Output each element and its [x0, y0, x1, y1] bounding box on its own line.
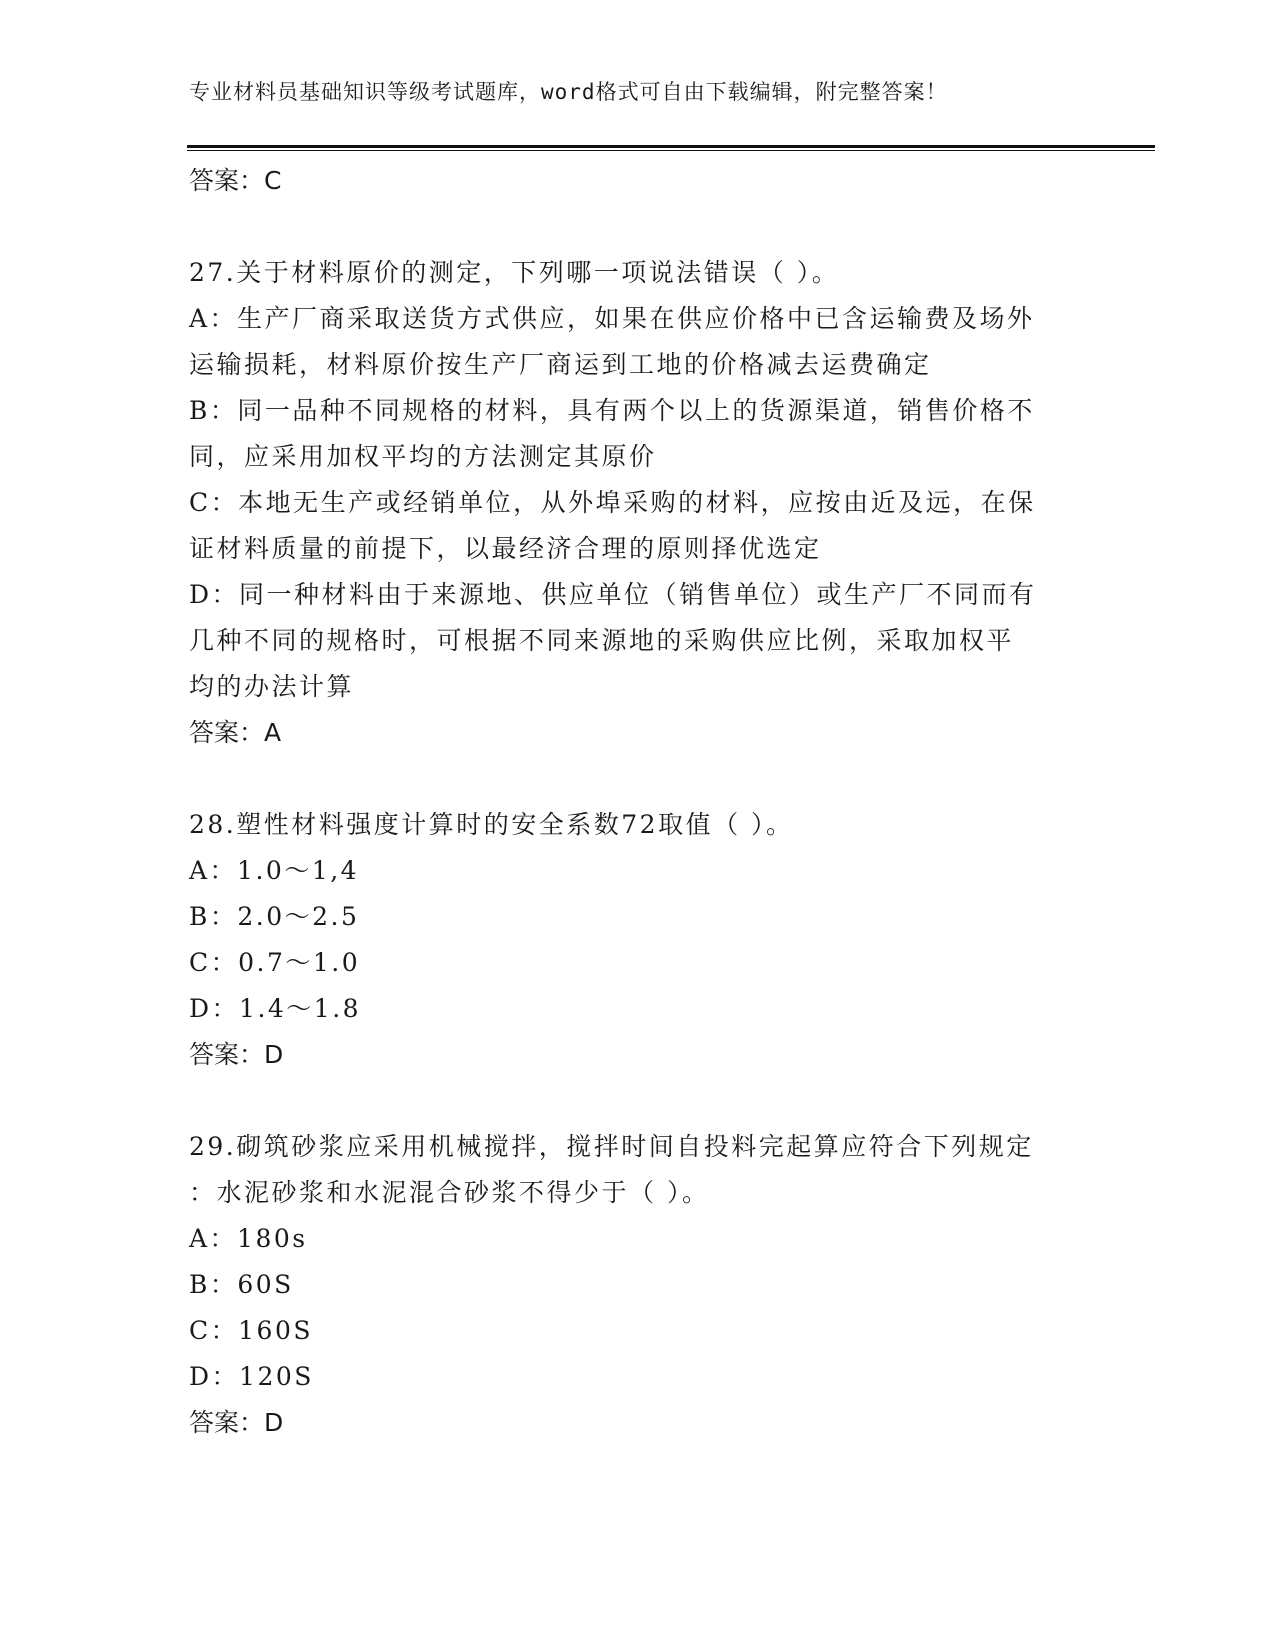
option-c	[189, 940, 1079, 986]
option-b	[189, 894, 1079, 940]
option-line: D：同一种材料由于来源地、供应单位（销售单位）或生产厂不同而有	[189, 580, 1037, 609]
answer: 答案：D	[189, 1040, 284, 1069]
option-line: 运输损耗，材料原价按生产厂商运到工地的价格减去运费确定	[189, 350, 932, 379]
option-b	[189, 388, 1079, 480]
question-27	[189, 250, 1079, 756]
option-line: A：1.0～1,4	[189, 856, 360, 885]
question-28	[189, 802, 1079, 1078]
question-29	[189, 1124, 1079, 1446]
question-stem: 28.塑性材料强度计算时的安全系数72取值（ ）。	[189, 810, 794, 839]
option-line: 证材料质量的前提下，以最经济合理的原则择优选定	[189, 534, 822, 563]
stem-line: ：水泥砂浆和水泥混合砂浆不得少于（ ）。	[189, 1178, 710, 1207]
option-line: 同，应采用加权平均的方法测定其原价	[189, 442, 657, 471]
option-c	[189, 1308, 1079, 1354]
option-line: A：180s	[189, 1224, 308, 1253]
header-rule-thick	[187, 145, 1155, 148]
option-line: D：120S	[189, 1362, 314, 1391]
option-line: 均的办法计算	[189, 672, 355, 701]
answer: 答案：A	[189, 718, 282, 747]
option-line: C：本地无生产或经销单位，从外埠采购的材料，应按由近及远，在保	[189, 488, 1036, 517]
option-d	[189, 1354, 1079, 1400]
option-a	[189, 1216, 1079, 1262]
answer-previous: 答案：C	[189, 166, 282, 195]
option-line: C：160S	[189, 1316, 313, 1345]
option-d	[189, 572, 1079, 710]
option-d	[189, 986, 1079, 1032]
page-header: 专业材料员基础知识等级考试题库，word格式可自由下载编辑，附完整答案！	[189, 80, 948, 104]
option-line: B：2.0～2.5	[189, 902, 360, 931]
stem-line: 29.砌筑砂浆应采用机械搅拌，搅拌时间自投料完起算应符合下列规定	[189, 1132, 1034, 1161]
option-a	[189, 848, 1079, 894]
document-body	[189, 158, 1079, 1446]
question-stem: 27.关于材料原价的测定，下列哪一项说法错误（ ）。	[189, 258, 840, 287]
option-line: B：60S	[189, 1270, 294, 1299]
option-line: D：1.4～1.8	[189, 994, 362, 1023]
option-line: B：同一品种不同规格的材料，具有两个以上的货源渠道，销售价格不	[189, 396, 1035, 425]
option-a	[189, 296, 1079, 388]
option-c	[189, 480, 1079, 572]
question-stem	[189, 1124, 1079, 1216]
header-rule-thin	[187, 150, 1155, 151]
answer: 答案：D	[189, 1408, 284, 1437]
option-line: A：生产厂商采取送货方式供应，如果在供应价格中已含运输费及场外	[189, 304, 1035, 333]
option-line: 几种不同的规格时，可根据不同来源地的采购供应比例，采取加权平	[189, 626, 1015, 655]
option-b	[189, 1262, 1079, 1308]
option-line: C：0.7～1.0	[189, 948, 361, 977]
